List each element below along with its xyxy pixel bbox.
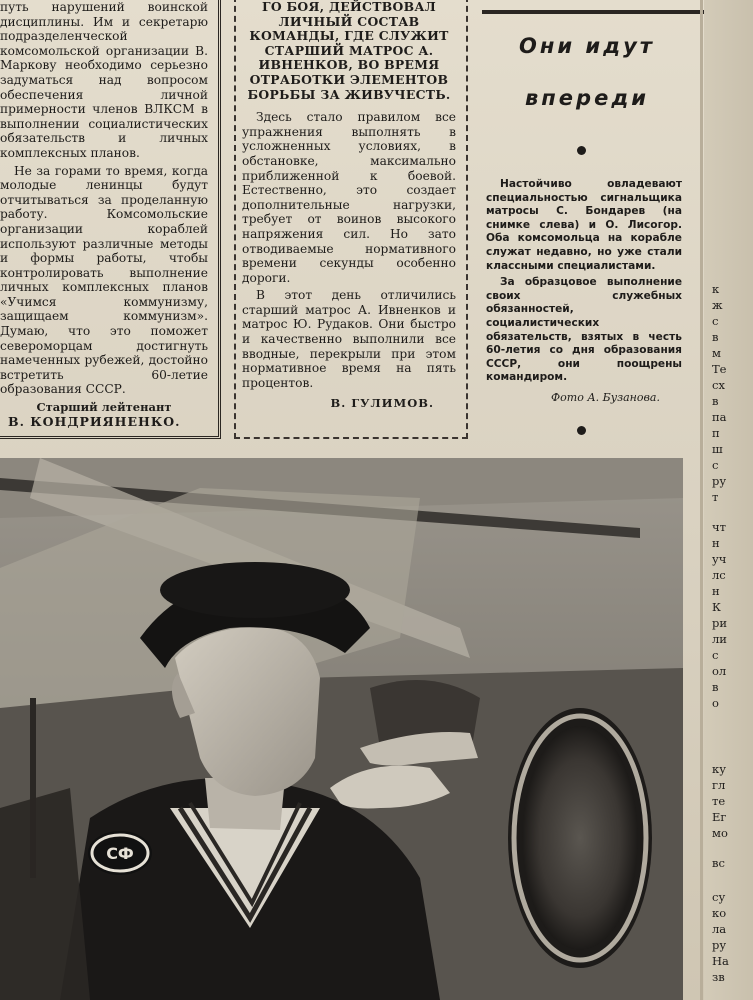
column-2-signature: В. ГУЛИМОВ. bbox=[330, 396, 434, 411]
photograph-sailor-signaller bbox=[0, 458, 683, 1000]
photo-credit: Фото А. Бузанова. bbox=[551, 390, 660, 404]
edge-fragment: п bbox=[712, 426, 720, 440]
edge-fragment: о bbox=[712, 696, 719, 710]
edge-fragment: вс bbox=[712, 856, 725, 870]
edge-fragment: м bbox=[712, 346, 721, 360]
edge-fragment: Ег bbox=[712, 810, 727, 824]
edge-fragment: ол bbox=[712, 664, 727, 678]
column-3-paragraph-1: Настойчиво овладевают специальностью сигнальщика матросы С. Бондарев (на снимке слева) и О. Лисогор. Оба комсомольца на корабле служат недавно, но уже стали классными специалистами. bbox=[486, 178, 682, 272]
edge-fragment: сх bbox=[712, 378, 725, 392]
edge-fragment: чт bbox=[712, 520, 726, 534]
edge-fragment: те bbox=[712, 794, 726, 808]
edge-fragment: мо bbox=[712, 826, 728, 840]
edge-fragment: гл bbox=[712, 778, 726, 792]
headline-block bbox=[486, 22, 688, 132]
headline-line-1: Они идут bbox=[519, 34, 655, 58]
column-2-paragraph-2: В этот день отличились старший матрос А. Ивненков и матрос Ю. Рудаков. Они быстро и качественно выполнили все вводные, перекрыли при этом нормативное время на пять процентов. bbox=[242, 288, 456, 390]
edge-fragment: ли bbox=[712, 632, 727, 646]
edge-fragment: н bbox=[712, 536, 720, 550]
edge-fragment: ри bbox=[712, 616, 728, 630]
edge-fragment: с bbox=[712, 314, 719, 328]
column-1-signature-rank: Старший лейтенант bbox=[36, 400, 172, 415]
edge-fragment: ла bbox=[712, 922, 727, 936]
edge-fragment: ж bbox=[712, 298, 723, 312]
adjacent-column-fragments bbox=[704, 0, 753, 1000]
edge-fragment: ко bbox=[712, 906, 727, 920]
edge-fragment: в bbox=[712, 680, 719, 694]
edge-fragment: Те bbox=[712, 362, 727, 376]
edge-fragment: уч bbox=[712, 552, 727, 566]
column-2-paragraph-1: Здесь стало правилом все упражнения выполнять в усложненных условиях, в обстановке, максимально приближенной к боевой. Естественно, это создает дополнительные нагрузки, требует от воинов высокого напряжения сил. Но зато отводиваемые нормативного времени секунды особенно дороги. bbox=[242, 110, 456, 285]
edge-fragment: На bbox=[712, 954, 729, 968]
edge-fragment: су bbox=[712, 890, 726, 904]
column-3-paragraph-2: За образцовое выполнение своих служебных обязанностей, социалистических обязательств, взятых в честь 60-летия со дня образования СССР, они поощрены командиром. bbox=[486, 276, 682, 384]
edge-fragment: К bbox=[712, 600, 721, 614]
edge-fragment: в bbox=[712, 394, 719, 408]
article-column-2 bbox=[242, 0, 456, 411]
edge-fragment: зв bbox=[712, 970, 725, 984]
edge-fragment: лс bbox=[712, 568, 726, 582]
column-1-paragraph-2: Не за горами то время, когда молодые ленинцы будут отчитываться за проделанную работу. Комсомольские организации кораблей используют различные методы и формы работы, чтобы контролировать выполнение личных комплексных планов «Учимся коммунизму, защищаем коммунизм». Думаю, что это поможет североморцам достигнуть намеченных рубежей, достойно встретить 60-летие образования СССР. bbox=[0, 163, 208, 397]
article-column-3 bbox=[486, 178, 682, 405]
headline-line-2: впереди bbox=[525, 86, 649, 110]
edge-fragment: т bbox=[712, 490, 719, 504]
edge-fragment: с bbox=[712, 458, 719, 472]
column-1-signature-name: В. КОНДРИЯНЕНКО. bbox=[8, 413, 181, 429]
edge-fragment: к bbox=[712, 282, 720, 296]
edge-fragment: н bbox=[712, 584, 720, 598]
edge-fragment: ру bbox=[712, 938, 727, 952]
photo-illustration bbox=[0, 458, 683, 1000]
edge-fragment: ру bbox=[712, 474, 727, 488]
bullet-dot-icon bbox=[577, 146, 586, 155]
article-column-1 bbox=[0, 0, 208, 429]
edge-fragment: ку bbox=[712, 762, 726, 776]
bullet-dot-icon bbox=[577, 426, 586, 435]
edge-fragment: ш bbox=[712, 442, 723, 456]
cap-badge-text: СФ bbox=[106, 844, 134, 863]
edge-fragment: с bbox=[712, 648, 719, 662]
edge-fragment: па bbox=[712, 410, 727, 424]
column-2-lead: ГО БОЯ, ДЕЙСТВОВАЛ ЛИЧНЫЙ СОСТАВ КОМАНДЫ, ГДЕ СЛУЖИТ СТАРШИЙ МАТРОС А. ИВНЕНКОВ, ВО ВРЕМЯ ОТРАБОТКИ ЭЛЕМЕНТОВ БОРЬБЫ ЗА ЖИВУЧЕСТЬ. bbox=[247, 0, 451, 102]
column-1-paragraph-1: путь нарушений воинской дисциплины. Им и секретарю подразделенческой комсомольской организации В. Маркову необходимо серьезно задуматься над вопросом обеспечения личной примерности членов ВЛКСМ в выполнении социалистических обязательств и личных комплексных планов. bbox=[0, 0, 208, 160]
edge-fragment: в bbox=[712, 330, 719, 344]
page-fold bbox=[700, 0, 703, 1000]
